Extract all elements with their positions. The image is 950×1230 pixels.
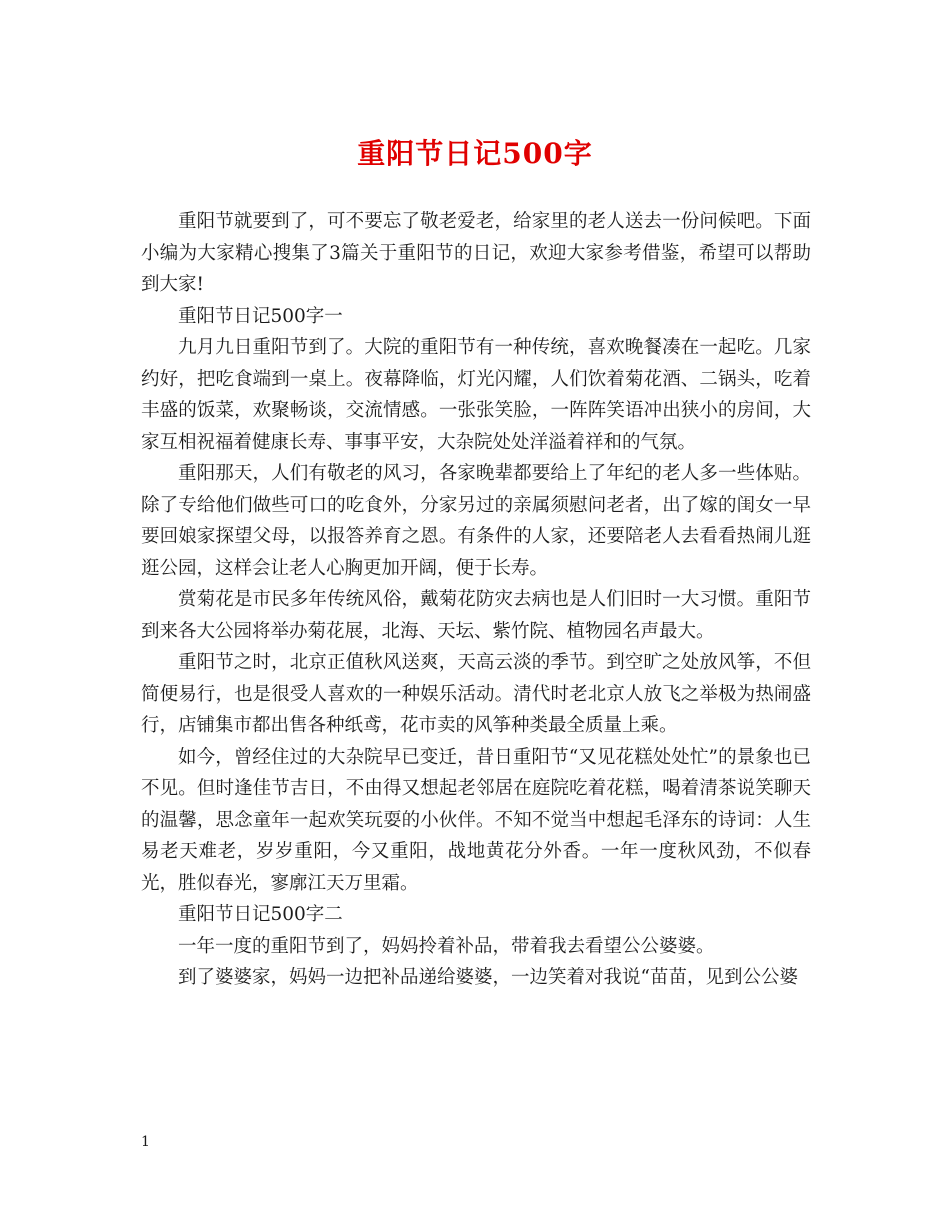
- page-number: 1: [141, 1134, 150, 1150]
- body-paragraph: 重阳那天，人们有敬老的风习，各家晚辈都要给上了年纪的老人多一些体贴。除了专给他们做些可口的吃食外，分家另过的亲属须慰问老者，出了嫁的闺女一早要回娘家探望父母，以报答养育之恩。有条件的人家，还要陪老人去看看热闹儿逛逛公园，这样会让老人心胸更加开阔，便于长寿。: [141, 463, 811, 579]
- document-body: [141, 206, 811, 994]
- body-paragraph: 如今，曾经住过的大杂院早已变迁，昔日重阳节“又见花糕处处忙”的景象也已不见。但时逢佳节吉日，不由得又想起老邻居在庭院吃着花糕，喝着清茶说笑聊天的温馨，思念童年一起欢笑玩耍的小伙伴。不知不觉当中想起毛泽东的诗词：人生易老天难老，岁岁重阳，今又重阳，战地黄花分外香。一年一度秋风劲，不似春光，胜似春光，寥廓江天万里霜。: [141, 746, 811, 894]
- body-paragraph: 九月九日重阳节到了。大院的重阳节有一种传统，喜欢晚餐凑在一起吃。几家约好，把吃食端到一桌上。夜幕降临，灯光闪耀，人们饮着菊花酒、二锅头，吃着丰盛的饭菜，欢聚畅谈，交流情感。一张张笑脸，一阵阵笑语冲出狭小的房间，大家互相祝福着健康长寿、事事平安，大杂院处处洋溢着祥和的气氛。: [141, 337, 811, 453]
- intro-paragraph: 重阳节就要到了，可不要忘了敬老爱老，给家里的老人送去一份问候吧。下面小编为大家精心搜集了3篇关于重阳节的日记，欢迎大家参考借鉴，希望可以帮助到大家!: [141, 211, 811, 295]
- body-paragraph: 到了婆婆家，妈妈一边把补品递给婆婆，一边笑着对我说“苗苗，见到公公婆: [178, 967, 798, 988]
- document-title: 重阳节日记500字: [357, 137, 593, 170]
- body-paragraph: 重阳节之时，北京正值秋风送爽，天高云淡的季节。到空旷之处放风筝，不但简便易行，也是很受人喜欢的一种娱乐活动。清代时老北京人放飞之举极为热闹盛行，店铺集市都出售各种纸鸢，花市卖的风筝种类最全质量上乘。: [141, 652, 811, 736]
- section-heading-2: 重阳节日记500字二: [178, 904, 343, 925]
- section-heading-1: 重阳节日记500字一: [178, 305, 343, 327]
- body-paragraph: 一年一度的重阳节到了，妈妈拎着补品，带着我去看望公公婆婆。: [178, 935, 715, 957]
- body-paragraph: 赏菊花是市民多年传统风俗，戴菊花防灾去病也是人们旧时一大习惯。重阳节到来各大公园将举办菊花展，北海、天坛、紫竹院、植物园名声最大。: [141, 589, 811, 642]
